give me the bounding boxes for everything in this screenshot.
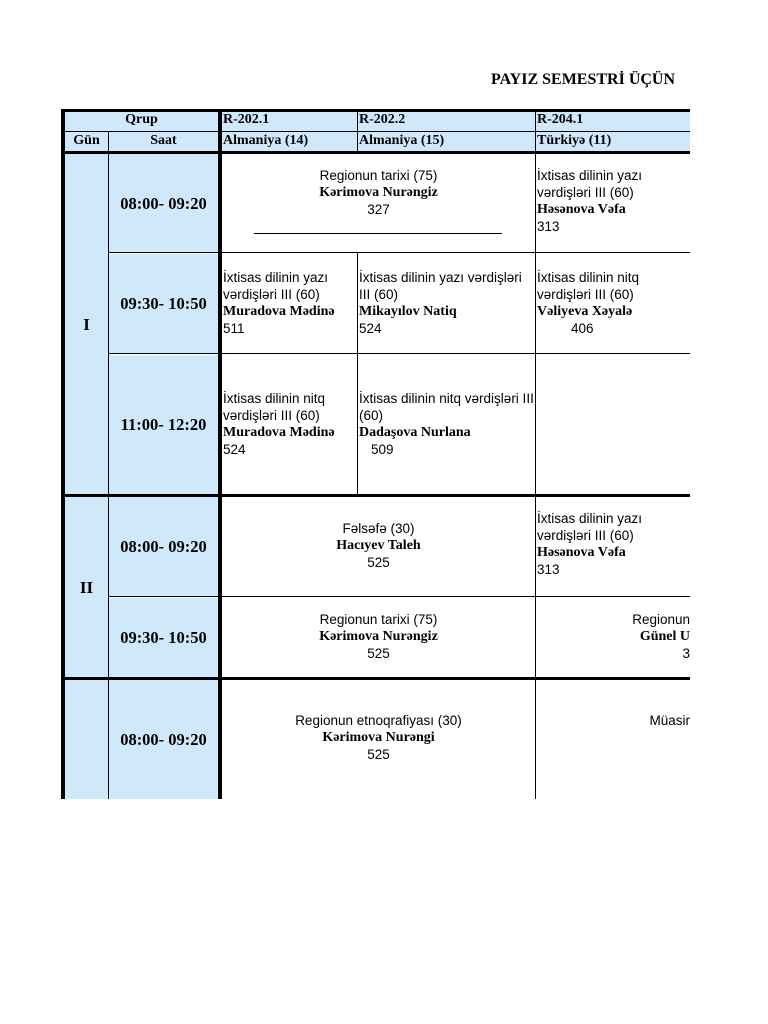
lesson-teacher: Kərimova Nurəngi	[322, 730, 435, 745]
grid-line	[61, 494, 690, 497]
lesson-subject: Regionun tarixi (75)	[319, 612, 438, 627]
lesson-teacher: Muradova Mədinə	[223, 304, 335, 319]
lesson-cell	[536, 712, 690, 732]
group-name-3: Türkiyə (11)	[536, 132, 690, 151]
lesson-cell	[358, 390, 534, 480]
grid-line	[108, 596, 690, 597]
lesson-cell	[222, 167, 535, 237]
lesson-cell	[222, 712, 535, 772]
grid-line	[61, 677, 690, 680]
lesson-teacher: Muradova Mədinə	[223, 425, 335, 440]
lesson-room: 406	[571, 321, 594, 336]
group-code-2: R-202.2	[358, 111, 535, 131]
lesson-teacher: Vəliyeva Xəyalə	[537, 304, 633, 319]
lesson-cell	[358, 269, 534, 353]
grid-line	[357, 253, 358, 494]
day-label-2: II	[65, 497, 108, 677]
grid-line	[218, 109, 222, 799]
lesson-cell	[536, 167, 686, 251]
lesson-room: 525	[367, 747, 390, 762]
underline-divider	[254, 233, 502, 234]
header-qrup: Qrup	[65, 111, 218, 131]
lesson-subject: İxtisas dilinin yazı vərdişləri III (60)	[537, 511, 643, 543]
lesson-teacher: Həsənova Vəfa	[537, 545, 626, 560]
lesson-subject: İxtisas dilinin yazı vərdişləri III (60)	[537, 168, 643, 200]
time-slot: 11:00- 12:20	[109, 355, 218, 494]
grid-line	[108, 353, 690, 354]
day-label-1: I	[65, 154, 108, 494]
lesson-subject: Regionun tarixi (75)	[319, 168, 438, 183]
lesson-teacher: Hacıyev Taleh	[336, 538, 421, 553]
lesson-room: 327	[367, 202, 390, 217]
group-code-3: R-204.1	[536, 111, 690, 131]
group-name-2: Almaniya (15)	[358, 132, 535, 151]
lesson-teacher: Kərimova Nurəngiz	[319, 629, 438, 644]
lesson-subject: Regionun	[632, 612, 690, 627]
lesson-cell	[536, 510, 686, 594]
lesson-cell	[222, 390, 357, 480]
lesson-room: 313	[537, 219, 560, 234]
lesson-teacher: Kərimova Nurəngiz	[319, 185, 438, 200]
lesson-subject: Regionun etnoqrafiyası (30)	[295, 713, 462, 728]
grid-line	[61, 151, 690, 154]
lesson-room: 511	[223, 321, 245, 336]
lesson-cell	[222, 269, 357, 353]
grid-line	[61, 131, 690, 132]
lesson-cell	[222, 611, 535, 671]
lesson-teacher: Günel U	[639, 629, 690, 644]
lesson-cell	[536, 611, 690, 671]
lesson-room: 524	[359, 321, 382, 336]
schedule-table	[61, 109, 690, 799]
lesson-room: 509	[371, 442, 394, 457]
group-code-1: R-202.1	[222, 111, 357, 131]
lesson-subject: İxtisas dilinin yazı vərdişləri III (60)	[223, 270, 329, 302]
day-label-3	[65, 680, 108, 799]
time-slot: 09:30- 10:50	[109, 598, 218, 677]
lesson-subject: İxtisas dilinin yazı vərdişləri III (60)	[359, 270, 522, 302]
lesson-teacher: Mikayılov Natiq	[359, 304, 457, 319]
lesson-subject: Müasir	[649, 713, 690, 728]
time-slot: 08:00- 09:20	[109, 497, 218, 596]
page-title: PAYIZ SEMESTRİ ÜÇÜN	[491, 71, 676, 88]
grid-line	[61, 109, 690, 112]
lesson-teacher: Həsənova Vəfa	[537, 202, 626, 217]
lesson-room: 524	[223, 442, 246, 457]
time-slot: 08:00- 09:20	[109, 680, 218, 799]
lesson-subject: İxtisas dilinin nitq vərdişləri III (60)	[223, 391, 326, 423]
grid-line	[535, 109, 536, 799]
grid-line	[108, 252, 690, 253]
lesson-room: 3	[682, 646, 690, 661]
header-saat: Saat	[109, 132, 218, 151]
lesson-subject: Fəlsəfə (30)	[342, 521, 415, 536]
lesson-subject: İxtisas dilinin nitq vərdişləri III (60)	[537, 270, 640, 302]
grid-line	[61, 109, 65, 799]
lesson-cell	[222, 520, 535, 580]
header-gun: Gün	[65, 132, 108, 151]
lesson-room: 525	[367, 646, 390, 661]
group-name-1: Almaniya (14)	[222, 132, 357, 151]
lesson-room: 313	[537, 562, 560, 577]
lesson-room: 525	[367, 555, 390, 570]
lesson-teacher: Dadaşova Nurlana	[359, 425, 471, 440]
time-slot: 08:00- 09:20	[109, 154, 218, 252]
lesson-cell	[536, 269, 686, 353]
grid-line	[108, 131, 109, 799]
time-slot: 09:30- 10:50	[109, 254, 218, 353]
lesson-subject: İxtisas dilinin nitq vərdişləri III (60)	[359, 391, 534, 423]
